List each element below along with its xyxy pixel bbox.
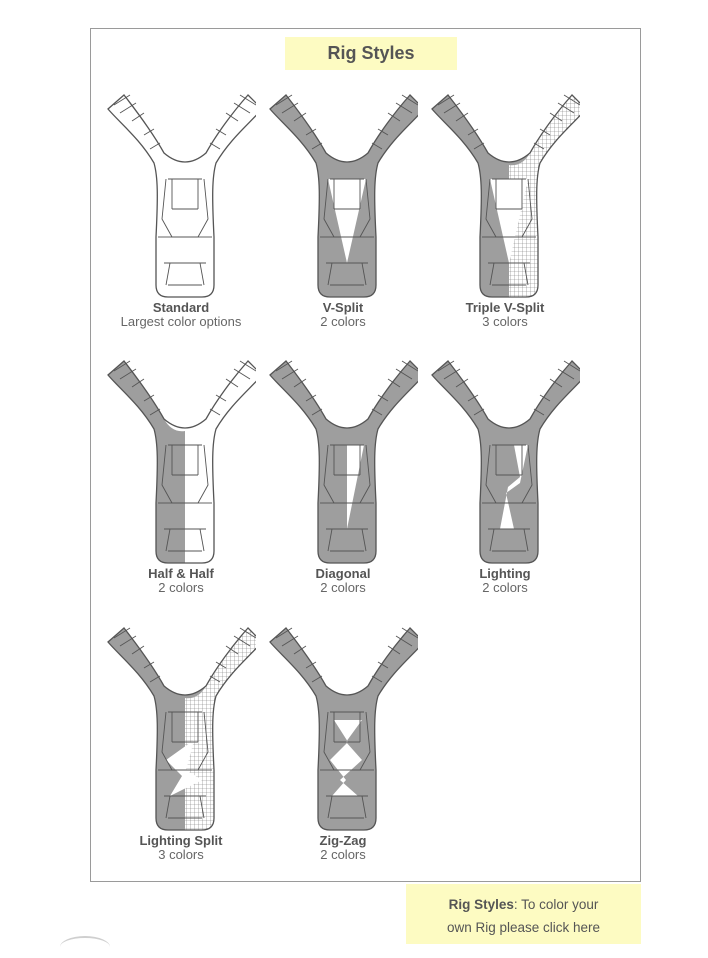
rig-diagram-v-split: [268, 87, 418, 299]
style-standard[interactable]: [101, 87, 261, 337]
rig-diagram-lighting-split: [106, 620, 256, 832]
note-line-1: [406, 893, 641, 916]
style-lighting-split[interactable]: [101, 620, 261, 870]
style-desc: 2 colors: [320, 314, 366, 329]
style-desc: Largest color options: [120, 314, 242, 329]
rig-diagram-zig-zag: [268, 620, 418, 832]
style-name: Triple V-Split: [465, 300, 545, 315]
rig-diagram-triple-v-split: [430, 87, 580, 299]
style-name: V-Split: [322, 300, 364, 315]
note-bold: Rig Styles: [448, 897, 514, 912]
style-desc: 3 colors: [482, 314, 528, 329]
page-title: Rig Styles: [285, 37, 457, 70]
rig-diagram-lighting: [430, 353, 580, 565]
decorative-arc: [60, 936, 110, 958]
color-your-rig-link[interactable]: [406, 884, 641, 944]
style-desc: 2 colors: [158, 580, 204, 595]
rig-diagram-half-and-half: [106, 353, 256, 565]
style-name: Lighting Split: [139, 833, 223, 848]
style-v-split[interactable]: [263, 87, 423, 337]
rig-diagram-diagonal: [268, 353, 418, 565]
note-text-1: : To color your: [513, 897, 599, 912]
rig-styles-card: [90, 28, 641, 882]
style-triple-v-split[interactable]: [425, 87, 585, 337]
style-desc: 2 colors: [482, 580, 528, 595]
style-desc: 2 colors: [320, 580, 366, 595]
rig-diagram-standard: [106, 87, 256, 299]
style-lighting[interactable]: [425, 353, 585, 603]
style-half-and-half[interactable]: [101, 353, 261, 603]
style-desc: 2 colors: [320, 847, 366, 862]
style-name: Standard: [152, 300, 210, 315]
style-name: Lighting: [479, 566, 531, 581]
style-diagonal[interactable]: [263, 353, 423, 603]
style-zig-zag[interactable]: [263, 620, 423, 870]
style-desc: 3 colors: [158, 847, 204, 862]
style-name: Half & Half: [148, 566, 214, 581]
style-name: Zig-Zag: [319, 833, 367, 848]
style-name: Diagonal: [315, 566, 371, 581]
note-line-2: own Rig please click here: [446, 920, 601, 935]
